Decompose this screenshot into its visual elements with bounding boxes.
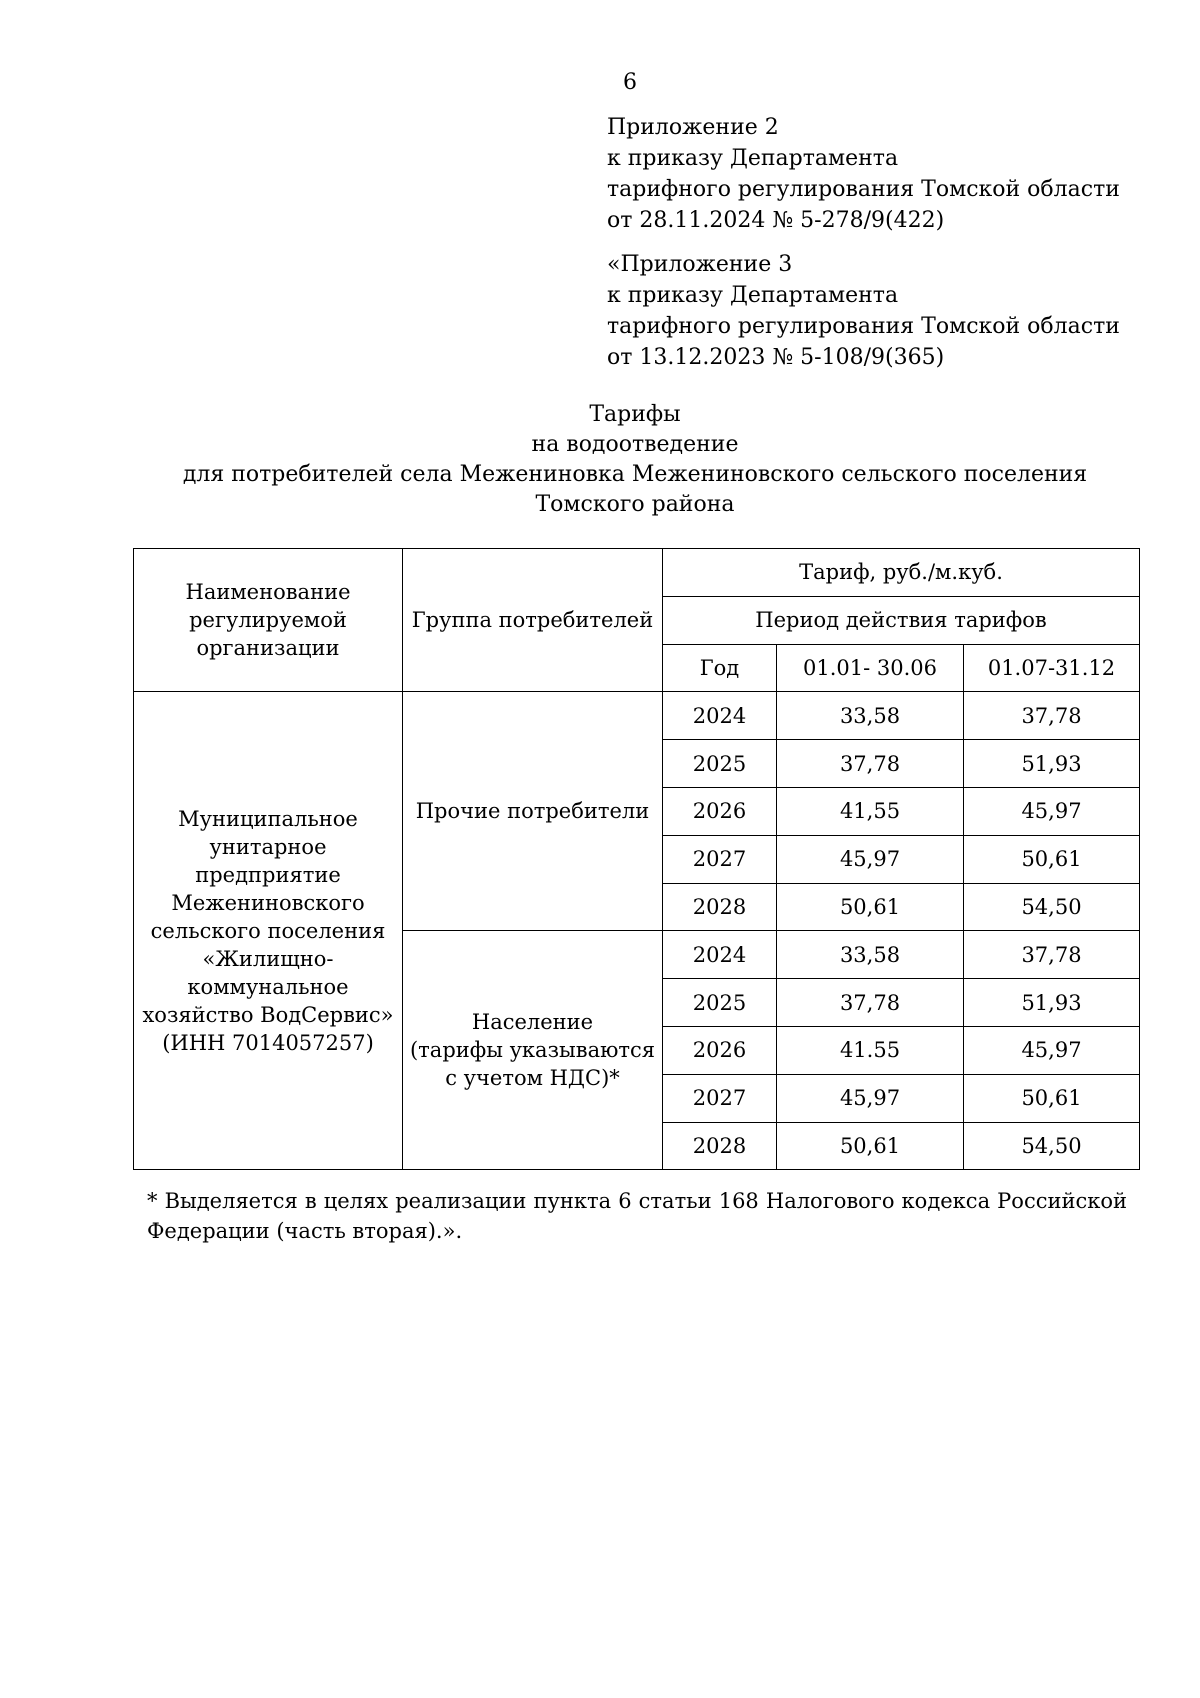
consumer-group bbox=[403, 931, 663, 1170]
consumer-group bbox=[403, 692, 663, 931]
appendix-line: тарифного регулирования Томской области bbox=[607, 314, 1120, 339]
tariff-first-half-cell: 37,78 bbox=[777, 979, 964, 1027]
year-cell: 2024 bbox=[663, 692, 777, 740]
appendix-header bbox=[607, 112, 1120, 236]
year-cell: 2027 bbox=[663, 835, 777, 883]
tariff-first-half-cell: 41,55 bbox=[777, 787, 964, 835]
year-cell: 2025 bbox=[663, 979, 777, 1027]
year-cell: 2028 bbox=[663, 883, 777, 931]
tariff-second-half-cell: 51,93 bbox=[964, 979, 1140, 1027]
consumer-group-line: Население bbox=[471, 1010, 594, 1035]
tariff-second-half-cell: 50,61 bbox=[964, 835, 1140, 883]
appendix-line: к приказу Департамента bbox=[607, 146, 899, 171]
tariff-table bbox=[133, 548, 1140, 1170]
organization-name-line: унитарное предприятие bbox=[195, 834, 341, 887]
organization-name-line: (ИНН 7014057257) bbox=[162, 1030, 374, 1055]
title-line: Томского района bbox=[535, 492, 735, 517]
tariff-first-half-cell: 37,78 bbox=[777, 740, 964, 788]
tariff-second-half-cell: 54,50 bbox=[964, 883, 1140, 931]
organization-name-line: коммунальное bbox=[187, 974, 349, 999]
header-tariff: Тариф, руб./м.куб. bbox=[663, 549, 1140, 597]
footnote-line: Федерации (часть вторая).». bbox=[147, 1219, 463, 1243]
tariff-first-half-cell: 50,61 bbox=[777, 1122, 964, 1170]
header-organization: Наименование регулируемой организации bbox=[134, 549, 403, 692]
year-cell: 2026 bbox=[663, 1026, 777, 1074]
year-cell: 2026 bbox=[663, 787, 777, 835]
appendix-line: от 13.12.2023 № 5-108/9(365) bbox=[607, 345, 945, 370]
organization-name-line: Межениновского bbox=[171, 890, 365, 915]
header-second-half: 01.07-31.12 bbox=[964, 644, 1140, 692]
tariff-second-half-cell: 45,97 bbox=[964, 787, 1140, 835]
footnote bbox=[147, 1186, 1127, 1246]
title-line: для потребителей села Межениновка Межениновского сельского поселения bbox=[182, 462, 1088, 487]
tariff-first-half-cell: 50,61 bbox=[777, 883, 964, 931]
appendix-line: от 28.11.2024 № 5-278/9(422) bbox=[607, 208, 945, 233]
header-period: Период действия тарифов bbox=[663, 596, 1140, 644]
tariff-first-half-cell: 33,58 bbox=[777, 692, 964, 740]
tariff-second-half-cell: 50,61 bbox=[964, 1074, 1140, 1122]
table-row bbox=[134, 692, 1140, 740]
tariff-second-half-cell: 54,50 bbox=[964, 1122, 1140, 1170]
year-cell: 2027 bbox=[663, 1074, 777, 1122]
header-row bbox=[134, 549, 1140, 597]
appendix-line: к приказу Департамента bbox=[607, 283, 899, 308]
tariff-second-half-cell: 37,78 bbox=[964, 692, 1140, 740]
year-cell: 2028 bbox=[663, 1122, 777, 1170]
tariff-second-half-cell: 51,93 bbox=[964, 740, 1140, 788]
organization-name-line: «Жилищно- bbox=[202, 946, 334, 971]
appendix-line: «Приложение 3 bbox=[607, 252, 793, 277]
tariff-first-half-cell: 45,97 bbox=[777, 1074, 964, 1122]
header-consumer-group: Группа потребителей bbox=[403, 549, 663, 692]
appendix-line: Приложение 2 bbox=[607, 115, 779, 140]
consumer-group-line: с учетом НДС)* bbox=[445, 1066, 620, 1091]
header-first-half: 01.01- 30.06 bbox=[777, 644, 964, 692]
document-title bbox=[0, 400, 1200, 520]
tariff-second-half-cell: 45,97 bbox=[964, 1026, 1140, 1074]
title-line: на водоотведение bbox=[531, 432, 739, 457]
year-cell: 2025 bbox=[663, 740, 777, 788]
tariff-first-half-cell: 41.55 bbox=[777, 1026, 964, 1074]
amended-appendix-header bbox=[607, 249, 1120, 373]
year-cell: 2024 bbox=[663, 931, 777, 979]
consumer-group-line: Прочие потребители bbox=[415, 799, 650, 824]
tariff-first-half-cell: 45,97 bbox=[777, 835, 964, 883]
page-number: 6 bbox=[623, 70, 637, 95]
title-line: Тарифы bbox=[589, 402, 681, 427]
footnote-line: * Выделяется в целях реализации пункта 6 статьи 168 Налогового кодекса Российской bbox=[147, 1189, 1127, 1213]
organization-name-line: хозяйство ВодСервис» bbox=[142, 1002, 394, 1027]
tariff-second-half-cell: 37,78 bbox=[964, 931, 1140, 979]
organization-name-line: сельского поселения bbox=[150, 918, 386, 943]
organization-name bbox=[134, 692, 403, 1170]
tariff-first-half-cell: 33,58 bbox=[777, 931, 964, 979]
header-year: Год bbox=[663, 644, 777, 692]
consumer-group-line: (тарифы указываются bbox=[409, 1038, 656, 1063]
appendix-line: тарифного регулирования Томской области bbox=[607, 177, 1120, 202]
organization-name-line: Муниципальное bbox=[178, 806, 358, 831]
